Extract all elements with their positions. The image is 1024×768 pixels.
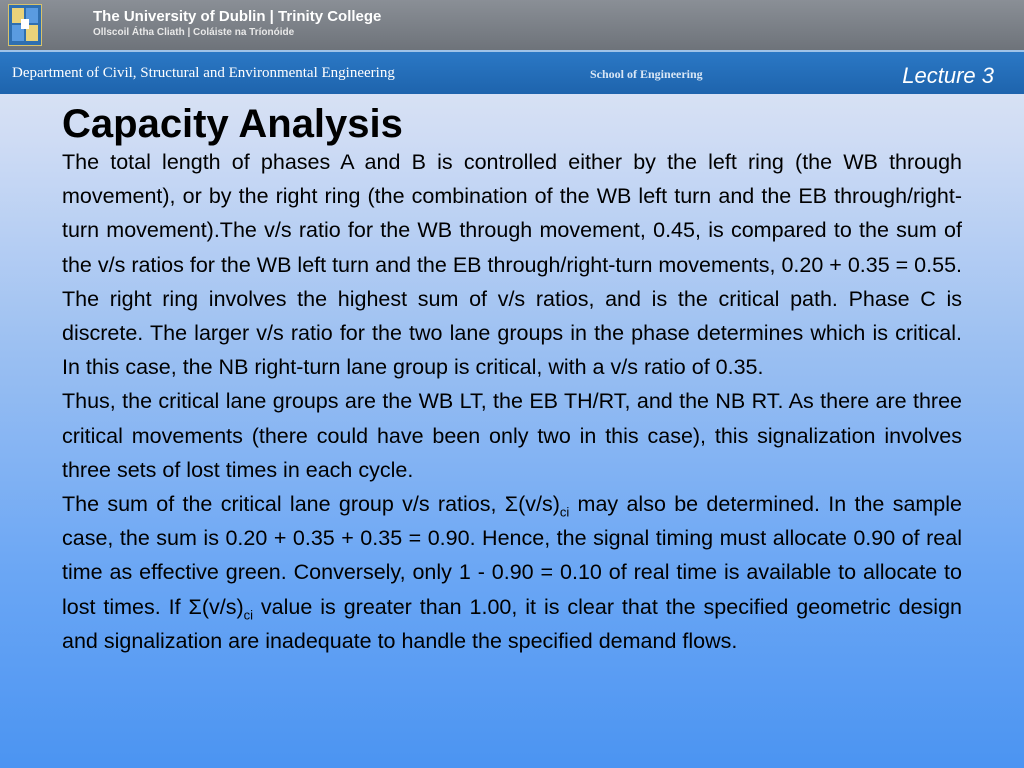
paragraph-3-part-b: may also be determined. In the sample case, the sum is 0.20 + 0.35 + 0.35 = 0.90. Hence, the signal timing must allocate 0.90 of real time as effective green. Conversely, only 1 - 0.90 = 0.10 of real time is available to allocate to lost times. If Σ(v/s) <box>62 492 962 619</box>
department-name: Department of Civil, Structural and Environmental Engineering <box>12 65 395 81</box>
subscript-ci: ci <box>243 606 253 622</box>
lecture-label: Lecture 3 <box>902 63 994 88</box>
slide-body <box>62 145 962 658</box>
university-name-irish: Ollscoil Átha Cliath | Coláiste na Tríonóide <box>93 27 295 38</box>
university-header-bar <box>0 0 1024 50</box>
paragraph-3-part-a: The sum of the critical lane group v/s ratios, Σ(v/s) <box>62 492 560 517</box>
paragraph-3 <box>62 487 962 658</box>
slide-title: Capacity Analysis <box>62 102 403 146</box>
trinity-crest-logo <box>8 4 42 46</box>
paragraph-3-part-c: value is greater than 1.00, it is clear that the specified geometric design and signalization are inadequate to handle the specified demand flows. <box>62 594 962 653</box>
paragraph-1: The total length of phases A and B is controlled either by the left ring (the WB through movement), or by the right ring (the combination of the WB left turn and the EB through/right-turn movement).The v/s ratio for the WB through movement, 0.45, is compared to the sum of the v/s ratios for the WB left turn and the EB through/right-turn movements, 0.20 + 0.35 = 0.55. The right ring involves the highest sum of v/s ratios, and is the critical path. Phase C is discrete. The larger v/s ratio for the two lane groups in the phase determines which is critical. In this case, the NB right-turn lane group is critical, with a v/s ratio of 0.35. <box>62 150 962 380</box>
school-name: School of Engineering <box>590 67 703 81</box>
department-bar <box>0 50 1024 94</box>
paragraph-2: Thus, the critical lane groups are the WB LT, the EB TH/RT, and the NB RT. As there are three critical movements (there could have been only two in this case), this signalization involves three sets of lost times in each cycle. <box>62 389 962 482</box>
subscript-ci: ci <box>559 504 570 520</box>
university-name: The University of Dublin | Trinity College <box>93 8 382 25</box>
